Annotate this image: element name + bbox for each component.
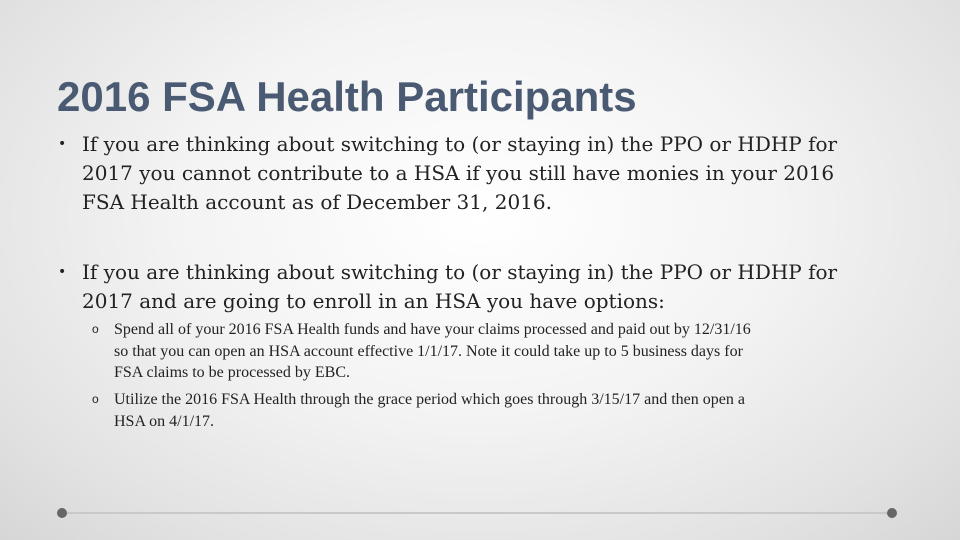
bullet-item — [58, 130, 898, 217]
decorative-rail-line — [62, 512, 896, 514]
sub-bullet-text: Utilize the 2016 FSA Health through the grace period which goes through 3/15/17 and then open a HSA on 4/1/17. — [114, 391, 745, 430]
sub-bullet-marker: o — [92, 392, 99, 406]
sub-bullet-item — [92, 319, 912, 384]
bullet-marker: • — [58, 264, 67, 280]
sub-bullet-marker: o — [92, 322, 99, 336]
bullet-item — [58, 258, 898, 316]
sub-bullet-text: Spend all of your 2016 FSA Health funds and have your claims processed and paid out by 12/31/16 so that you can open an HSA account effective 1/1/17. Note it could take up to 5 business days for FSA claims to be processed by EBC. — [114, 321, 751, 381]
rail-end-dot-left — [57, 508, 67, 518]
slide-title: 2016 FSA Health Participants — [57, 73, 637, 120]
sub-bullet-item — [92, 389, 912, 432]
bullet-text: If you are thinking about switching to (or staying in) the PPO or HDHP for 2017 you cannot contribute to a HSA if you still have monies in your 2016 FSA Health account as of December 31, 2016. — [82, 132, 838, 214]
rail-end-dot-right — [887, 508, 897, 518]
bullet-text: If you are thinking about switching to (or staying in) the PPO or HDHP for 2017 and are going to enroll in an HSA you have options: — [82, 260, 838, 313]
bullet-marker: • — [58, 136, 67, 152]
